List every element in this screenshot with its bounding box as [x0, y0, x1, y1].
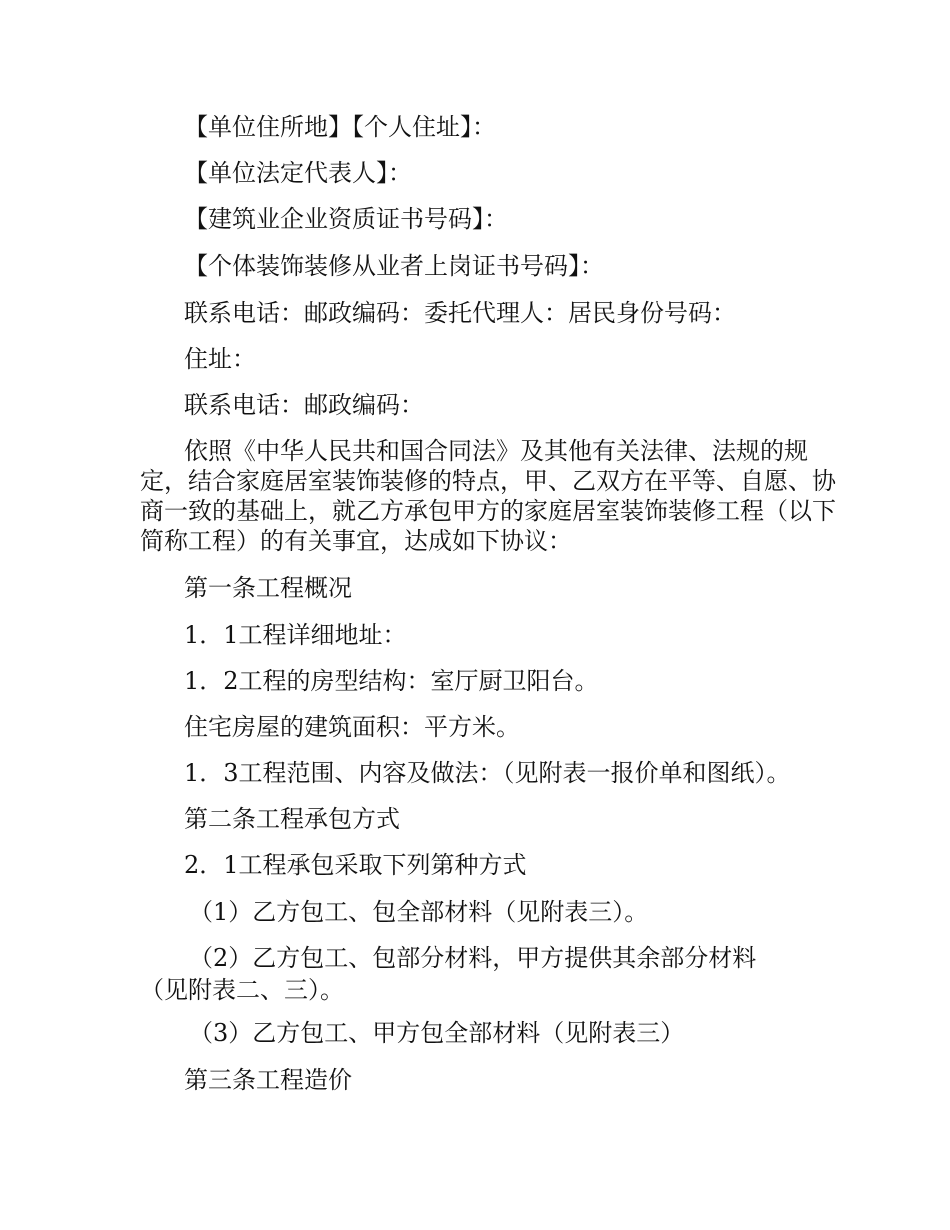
legal-representative-line: 【单位法定代表人】： — [184, 159, 412, 187]
article-2-item-2-1: 2．1工程承包采取下列第种方式 — [184, 851, 527, 879]
building-area-line: 住宅房屋的建筑面积：平方米。 — [184, 713, 520, 741]
option-1-line: （1）乙方包工、包全部材料（见附表三）。 — [189, 898, 649, 926]
article-1-item-1-2: 1．2工程的房型结构：室厅厨卫阳台。 — [184, 667, 599, 695]
contact-postcode-line: 联系电话：邮政编码： — [184, 391, 424, 419]
article-1-item-1-1: 1．1工程详细地址： — [184, 621, 407, 649]
article-3-title: 第三条工程造价 — [184, 1066, 352, 1094]
qualification-certificate-line: 【建筑业企业资质证书号码】： — [184, 205, 508, 233]
option-3-line: （3）乙方包工、甲方包全部材料（见附表三） — [189, 1019, 685, 1047]
intro-paragraph: 依照《中华人民共和国合同法》及其他有关法律、法规的规定，结合家庭居室装饰装修的特点，甲、乙双方在平等、自愿、协商一致的基础上，就乙方承包甲方的家庭居室装饰装修工程（以下简称工程）的有关事宜，达成如下协议： — [140, 437, 836, 555]
individual-certificate-line: 【个体装饰装修从业者上岗证书号码】： — [184, 252, 604, 280]
article-1-title: 第一条工程概况 — [184, 574, 352, 602]
contact-agent-line: 联系电话：邮政编码：委托代理人：居民身份号码： — [184, 299, 736, 327]
article-1-item-1-3: 1．3工程范围、内容及做法：（见附表一报价单和图纸）。 — [184, 759, 791, 787]
address-line: 住址： — [184, 345, 256, 373]
article-2-title: 第二条工程承包方式 — [184, 805, 400, 833]
option-2-paragraph: （2）乙方包工、包部分材料，甲方提供其余部分材料（见附表二、三）。 — [140, 944, 757, 1004]
unit-address-line: 【单位住所地】【个人住址】： — [184, 113, 496, 141]
